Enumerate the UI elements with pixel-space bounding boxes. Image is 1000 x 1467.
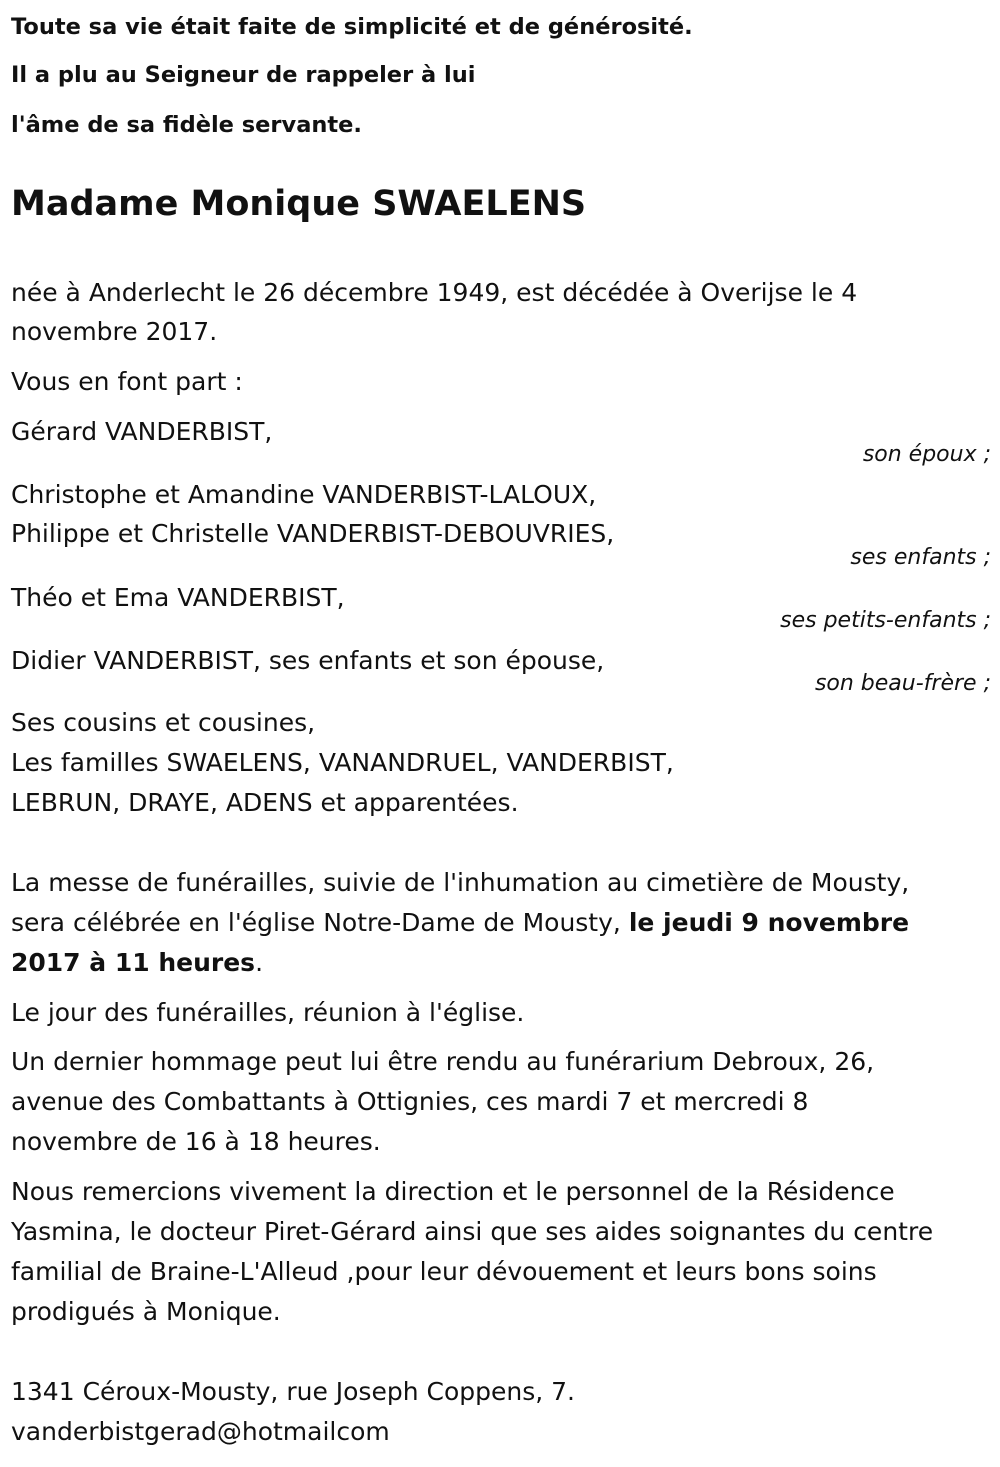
family-role: ses petits-enfants ;	[780, 608, 991, 633]
gathering-text: Le jour des funérailles, réunion à l'église.	[11, 998, 525, 1027]
birth-death-line: née à Anderlecht le 26 décembre 1949, est décédée à Overijse le 4	[11, 278, 858, 307]
epitaph-line: l'âme de sa fidèle servante.	[11, 112, 362, 138]
family-name-line: Théo et Ema VANDERBIST,	[11, 583, 345, 612]
announce-text: Vous en font part :	[11, 367, 243, 396]
birth-death-line: novembre 2017.	[11, 317, 218, 346]
funeral-date: le jeudi 9 novembre	[628, 908, 910, 937]
family-role: ses enfants ;	[850, 545, 991, 570]
thanks-line: Nous remercions vivement la direction et le personnel de la Résidence	[11, 1177, 895, 1206]
tribute-line: novembre de 16 à 18 heures.	[11, 1127, 381, 1156]
thanks-line: Yasmina, le docteur Piret-Gérard ainsi que ses aides soignantes du centre	[11, 1217, 934, 1246]
thanks-line: prodigués à Monique.	[11, 1297, 281, 1326]
epitaph-line: Toute sa vie était faite de simplicité et de générosité.	[11, 14, 693, 40]
family-name-line: Gérard VANDERBIST,	[11, 417, 273, 446]
contact-email: vanderbistgerad@hotmailcom	[11, 1417, 390, 1446]
family-other-line: LEBRUN, DRAYE, ADENS et apparentées.	[11, 788, 519, 817]
family-other-line: Ses cousins et cousines,	[11, 708, 316, 737]
contact-address: 1341 Céroux-Mousty, rue Joseph Coppens, 7.	[11, 1377, 575, 1406]
thanks-line: familial de Braine-L'Alleud ,pour leur dévouement et leurs bons soins	[11, 1257, 877, 1286]
family-name-line: Christophe et Amandine VANDERBIST-LALOUX,	[11, 480, 597, 509]
funeral-line	[11, 948, 263, 978]
tribute-line: avenue des Combattants à Ottignies, ces mardi 7 et mercredi 8	[11, 1087, 809, 1116]
family-name-line: Didier VANDERBIST, ses enfants et son épouse,	[11, 646, 605, 675]
funeral-text: .	[255, 948, 264, 977]
family-other-line: Les familles SWAELENS, VANANDRUEL, VANDERBIST,	[11, 748, 674, 777]
epitaph-line: Il a plu au Seigneur de rappeler à lui	[11, 62, 476, 88]
funeral-time: 2017 à 11 heures	[11, 948, 256, 977]
family-name-line: Philippe et Christelle VANDERBIST-DEBOUVRIES,	[11, 519, 615, 548]
tribute-line: Un dernier hommage peut lui être rendu au funérarium Debroux, 26,	[11, 1047, 875, 1076]
funeral-line: La messe de funérailles, suivie de l'inhumation au cimetière de Mousty,	[11, 868, 910, 897]
funeral-line	[11, 908, 909, 938]
deceased-name: Madame Monique SWAELENS	[11, 184, 587, 224]
family-role: son époux ;	[862, 442, 991, 467]
family-role: son beau-frère ;	[814, 671, 991, 696]
funeral-text: sera célébrée en l'église Notre-Dame de Mousty,	[11, 908, 629, 937]
